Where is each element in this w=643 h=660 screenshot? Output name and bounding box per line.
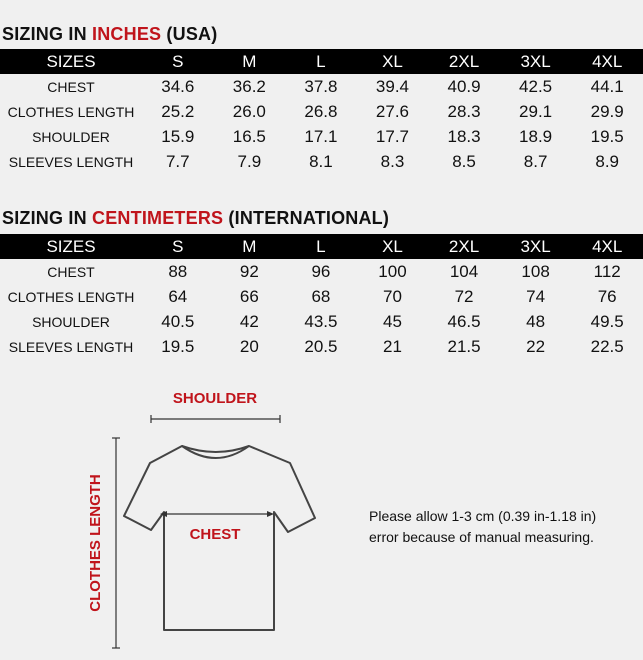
size-column-header: XL bbox=[357, 234, 429, 259]
size-column-header: M bbox=[214, 234, 286, 259]
measurement-cell: 45 bbox=[383, 311, 402, 331]
measurement-cell: 27.6 bbox=[375, 101, 410, 121]
row-label: SLEEVES LENGTH bbox=[8, 153, 134, 170]
row-label: SHOULDER bbox=[32, 128, 110, 145]
chest-measure-arrow bbox=[160, 511, 274, 517]
inches-section-title: SIZING IN INCHES (USA) bbox=[2, 24, 218, 44]
measurement-cell: 74 bbox=[526, 286, 546, 306]
measurement-cell: 15.9 bbox=[161, 126, 195, 146]
measurement-cell: 88 bbox=[168, 261, 188, 281]
measurement-cell: 19.5 bbox=[590, 126, 624, 146]
table-row bbox=[0, 334, 643, 359]
measurement-cell: 8.5 bbox=[452, 151, 476, 171]
size-column-header: 3XL bbox=[500, 234, 572, 259]
measurement-cell: 20.5 bbox=[304, 336, 338, 356]
measurement-cell: 7.9 bbox=[237, 151, 262, 171]
measurement-cell: 21 bbox=[383, 336, 402, 356]
table-row bbox=[0, 259, 643, 284]
measurement-cell: 108 bbox=[521, 261, 550, 281]
chest-label: CHEST bbox=[189, 526, 241, 543]
measurement-cell: 42 bbox=[239, 311, 259, 331]
measurement-cell: 18.9 bbox=[519, 126, 553, 146]
table-row bbox=[0, 149, 643, 174]
measurement-cell: 64 bbox=[168, 286, 188, 306]
measurement-cell: 37.8 bbox=[304, 76, 338, 96]
size-column-header: 2XL bbox=[428, 234, 500, 259]
table-row bbox=[0, 99, 643, 124]
measurement-cell: 48 bbox=[526, 311, 546, 331]
row-label: CLOTHES LENGTH bbox=[7, 288, 135, 305]
centimeters-section-title: SIZING IN CENTIMETERS (INTERNATIONAL) bbox=[2, 208, 390, 228]
table-header-row bbox=[0, 49, 643, 74]
measurement-cell: 29.1 bbox=[519, 101, 553, 121]
centimeters-title-accent: CENTIMETERS bbox=[92, 208, 224, 228]
table-row bbox=[0, 284, 643, 309]
measurement-cell: 46.5 bbox=[447, 311, 481, 331]
row-label: CHEST bbox=[47, 263, 95, 280]
shoulder-label: SHOULDER bbox=[172, 390, 258, 407]
inches-size-table bbox=[0, 49, 643, 174]
measurement-cell: 22.5 bbox=[590, 336, 624, 356]
measurement-cell: 8.3 bbox=[380, 151, 405, 171]
measurement-cell: 76 bbox=[597, 286, 617, 306]
table-row bbox=[0, 309, 643, 334]
size-column-header: S bbox=[142, 234, 214, 259]
clothes-length-label: CLOTHES LENGTH bbox=[87, 474, 104, 612]
table-header-row bbox=[0, 234, 643, 259]
measurement-cell: 96 bbox=[311, 261, 331, 281]
measurement-cell: 68 bbox=[311, 286, 331, 306]
size-column-header: S bbox=[142, 49, 214, 74]
centimeters-size-table bbox=[0, 234, 643, 359]
measurement-cell: 8.7 bbox=[523, 151, 548, 171]
measurement-cell: 18.3 bbox=[447, 126, 481, 146]
size-column-header: 4XL bbox=[571, 49, 643, 74]
measurement-cell: 7.7 bbox=[165, 151, 190, 171]
row-label: CLOTHES LENGTH bbox=[7, 103, 135, 120]
measurement-cell: 36.2 bbox=[232, 76, 266, 96]
measurement-cell: 29.9 bbox=[590, 101, 624, 121]
measurement-cell: 39.4 bbox=[375, 76, 410, 96]
measurement-cell: 100 bbox=[378, 261, 407, 281]
row-label: SLEEVES LENGTH bbox=[8, 338, 134, 355]
sizes-column-header: SIZES bbox=[0, 49, 142, 74]
measurement-cell: 19.5 bbox=[161, 336, 195, 356]
measurement-cell: 17.1 bbox=[304, 126, 338, 146]
measurement-cell: 21.5 bbox=[447, 336, 481, 356]
measurement-cell: 40.5 bbox=[161, 311, 195, 331]
measurement-cell: 16.5 bbox=[232, 126, 266, 146]
measurement-cell: 17.7 bbox=[375, 126, 410, 146]
row-label: CHEST bbox=[47, 78, 95, 95]
size-column-header: L bbox=[285, 49, 357, 74]
measurement-cell: 25.2 bbox=[161, 101, 195, 121]
measurement-cell: 8.9 bbox=[595, 151, 619, 171]
measurement-cell: 28.3 bbox=[447, 101, 481, 121]
size-column-header: 2XL bbox=[428, 49, 500, 74]
measurement-cell: 92 bbox=[239, 261, 259, 281]
size-column-header: XL bbox=[357, 49, 429, 74]
measurement-cell: 72 bbox=[454, 286, 474, 306]
measurement-cell: 26.8 bbox=[304, 101, 338, 121]
shoulder-measure-line bbox=[151, 415, 280, 423]
measurement-cell: 8.1 bbox=[309, 151, 333, 171]
measurement-cell: 44.1 bbox=[590, 76, 624, 96]
size-column-header: M bbox=[214, 49, 286, 74]
measurement-cell: 66 bbox=[239, 286, 259, 306]
table-row bbox=[0, 124, 643, 149]
measurement-cell: 112 bbox=[593, 261, 621, 281]
measurement-cell: 40.9 bbox=[447, 76, 481, 96]
length-measure-line bbox=[112, 438, 120, 648]
measurement-cell: 26.0 bbox=[232, 101, 266, 121]
size-column-header: 3XL bbox=[500, 49, 572, 74]
row-label: SHOULDER bbox=[32, 313, 110, 330]
measurement-cell: 34.6 bbox=[161, 76, 195, 96]
measurement-cell: 43.5 bbox=[304, 311, 338, 331]
measurement-cell: 49.5 bbox=[590, 311, 624, 331]
measurement-cell: 20 bbox=[239, 336, 259, 356]
table-row bbox=[0, 74, 643, 99]
measurement-cell: 70 bbox=[383, 286, 402, 306]
measurement-cell: 42.5 bbox=[519, 76, 553, 96]
measurement-cell: 22 bbox=[526, 336, 546, 356]
sizes-column-header: SIZES bbox=[0, 234, 142, 259]
measurement-note: Please allow 1-3 cm (0.39 in-1.18 in) error because of manual measuring. bbox=[369, 508, 597, 545]
measurement-cell: 104 bbox=[449, 261, 479, 281]
size-column-header: 4XL bbox=[571, 234, 643, 259]
inches-title-accent: INCHES bbox=[92, 24, 162, 44]
size-column-header: L bbox=[285, 234, 357, 259]
